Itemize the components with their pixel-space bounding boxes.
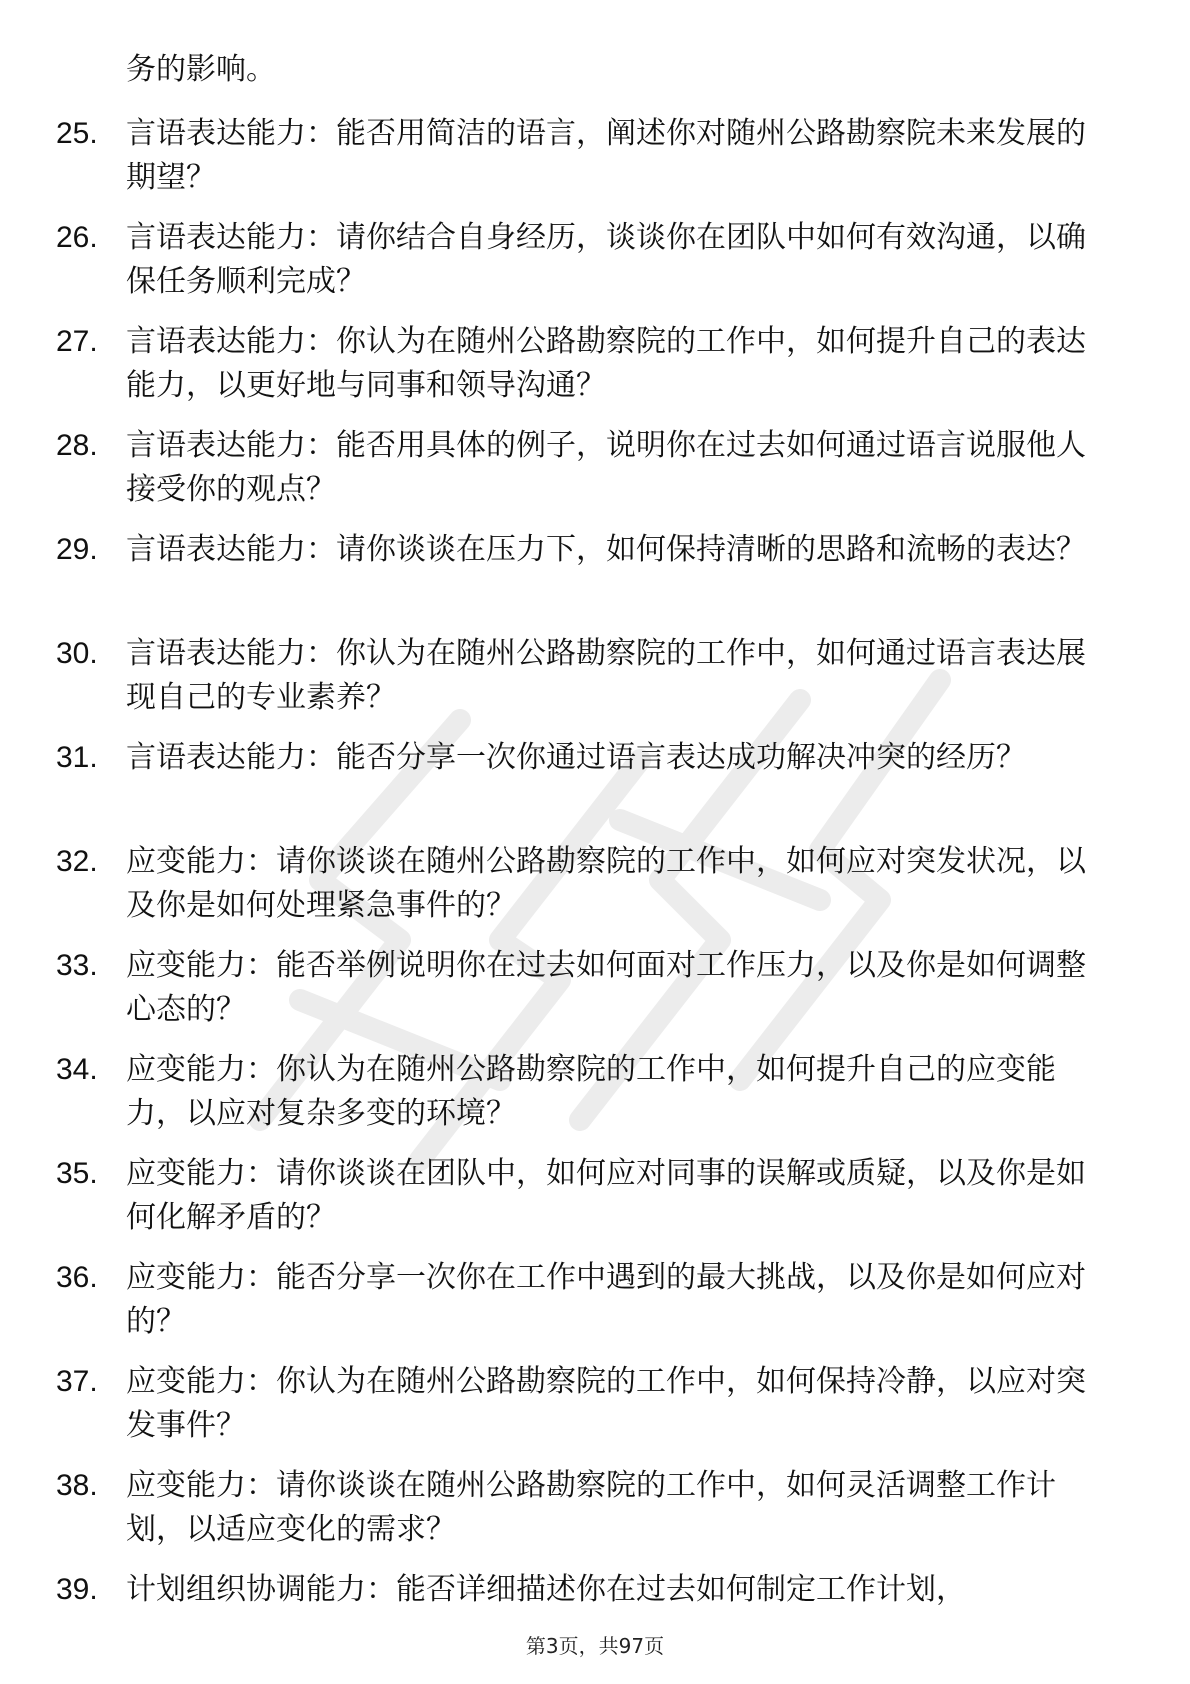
question-item (0, 1256, 1190, 1344)
question-text: 应变能力：能否举例说明你在过去如何面对工作压力，以及你是如何调整心态的？ (126, 948, 1086, 1027)
question-number: 37. (56, 1365, 98, 1398)
question-list (0, 112, 1190, 1672)
question-number: 32. (56, 845, 98, 878)
question-text: 计划组织协调能力：能否详细描述你在过去如何制定工作计划， (126, 1572, 966, 1607)
page-footer: 第3页，共97页 (525, 1634, 665, 1658)
question-number: 33. (56, 949, 98, 982)
question-number: 31. (56, 741, 98, 774)
question-number: 25. (56, 117, 98, 150)
question-text: 应变能力：请你谈谈在团队中，如何应对同事的误解或质疑，以及你是如何化解矛盾的？ (126, 1156, 1086, 1235)
question-item (0, 1464, 1190, 1552)
question-item (0, 1152, 1190, 1240)
question-text: 言语表达能力：能否用具体的例子，说明你在过去如何通过语言说服他人接受你的观点？ (126, 428, 1086, 507)
question-number: 35. (56, 1157, 98, 1190)
question-number: 39. (56, 1573, 98, 1606)
question-text: 应变能力：请你谈谈在随州公路勘察院的工作中，如何应对突发状况，以及你是如何处理紧急事件的？ (126, 844, 1086, 923)
question-text: 应变能力：你认为在随州公路勘察院的工作中，如何保持冷静，以应对突发事件？ (126, 1364, 1086, 1443)
question-number: 29. (56, 533, 98, 566)
question-number: 28. (56, 429, 98, 462)
question-text: 言语表达能力：能否分享一次你通过语言表达成功解决冲突的经历？ (126, 740, 1026, 775)
question-number: 38. (56, 1469, 98, 1502)
question-number: 30. (56, 637, 98, 670)
question-number: 27. (56, 325, 98, 358)
question-number: 34. (56, 1053, 98, 1086)
question-item (0, 1048, 1190, 1136)
question-text: 言语表达能力：能否用简洁的语言，阐述你对随州公路勘察院未来发展的期望？ (126, 116, 1086, 195)
question-text: 言语表达能力：请你谈谈在压力下，如何保持清晰的思路和流畅的表达？ (126, 532, 1086, 567)
question-item (0, 216, 1190, 304)
question-text: 应变能力：你认为在随州公路勘察院的工作中，如何提升自己的应变能力，以应对复杂多变的环境？ (126, 1052, 1056, 1131)
question-item (0, 112, 1190, 200)
question-item (0, 424, 1190, 512)
question-number: 26. (56, 221, 98, 254)
question-text: 言语表达能力：请你结合自身经历，谈谈你在团队中如何有效沟通，以确保任务顺利完成？ (126, 220, 1086, 299)
question-item (0, 944, 1190, 1032)
question-text: 应变能力：请你谈谈在随州公路勘察院的工作中，如何灵活调整工作计划，以适应变化的需求？ (126, 1468, 1056, 1547)
question-item (0, 320, 1190, 408)
question-text: 应变能力：能否分享一次你在工作中遇到的最大挑战，以及你是如何应对的？ (126, 1260, 1086, 1339)
question-text: 言语表达能力：你认为在随州公路勘察院的工作中，如何提升自己的表达能力，以更好地与同事和领导沟通？ (126, 324, 1086, 403)
question-item (0, 840, 1190, 928)
question-number: 36. (56, 1261, 98, 1294)
question-item (0, 1360, 1190, 1448)
question-item (0, 632, 1190, 720)
question-item (0, 736, 1190, 824)
question-item (0, 528, 1190, 616)
continuation-text: 务的影响。 (126, 52, 276, 87)
question-text: 言语表达能力：你认为在随州公路勘察院的工作中，如何通过语言表达展现自己的专业素养？ (126, 636, 1086, 715)
